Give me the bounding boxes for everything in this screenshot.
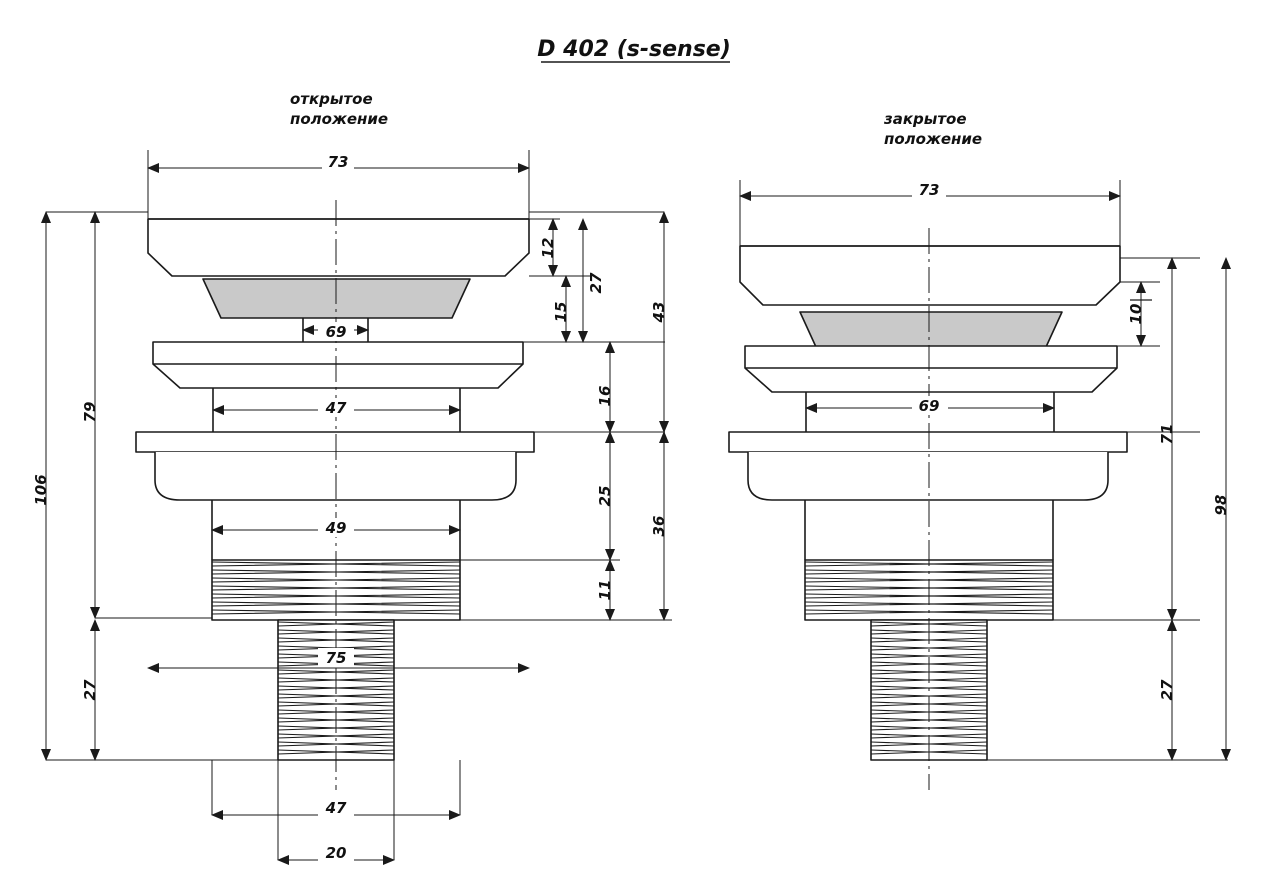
dim-closed-gap-height: 10 — [1127, 303, 1145, 325]
dim-open-lower-left: 27 — [81, 679, 99, 701]
closed-position-drawing — [729, 228, 1127, 790]
closed-position-label-line1: закрытое — [884, 110, 967, 128]
closed-position-label-line2: положение — [884, 130, 983, 148]
dim-open-tube-outer: 49 — [325, 519, 347, 537]
open-position-label-line1: открытое — [290, 90, 373, 108]
dim-open-flange-to-thread: 25 — [596, 485, 614, 507]
dim-closed-lower-height: 27 — [1158, 679, 1176, 701]
dim-open-seal-to-flange: 43 — [650, 301, 668, 323]
dim-open-cap-to-seal: 27 — [587, 272, 605, 294]
dim-open-flange-width: 69 — [325, 323, 347, 341]
dim-open-thread-label: 75 — [325, 649, 347, 667]
dim-open-body-width: 47 — [325, 399, 347, 417]
dim-open-upper-left: 79 — [81, 401, 99, 423]
dim-closed-total-height: 98 — [1212, 494, 1230, 516]
dim-open-top-width: 73 — [327, 153, 349, 171]
dim-open-bottom-inner: 20 — [325, 844, 347, 862]
dim-open-seal-height: 15 — [552, 301, 570, 323]
dim-open-thread-offset: 36 — [650, 515, 668, 537]
dim-closed-upper-height: 71 — [1158, 423, 1176, 445]
dim-open-bottom-width: 47 — [325, 799, 347, 817]
open-position-drawing — [136, 200, 534, 790]
dim-open-total-left: 106 — [32, 474, 50, 506]
dim-open-cap-thickness: 12 — [539, 237, 557, 259]
dim-open-mid-height: 16 — [596, 385, 614, 407]
open-position-label-line2: положение — [290, 110, 389, 128]
drawing-title: D 402 (s-sense) — [537, 37, 731, 62]
dim-open-thread-band: 11 — [596, 579, 614, 601]
dim-closed-flange-width: 69 — [918, 397, 940, 415]
dim-closed-top-width: 73 — [918, 181, 940, 199]
